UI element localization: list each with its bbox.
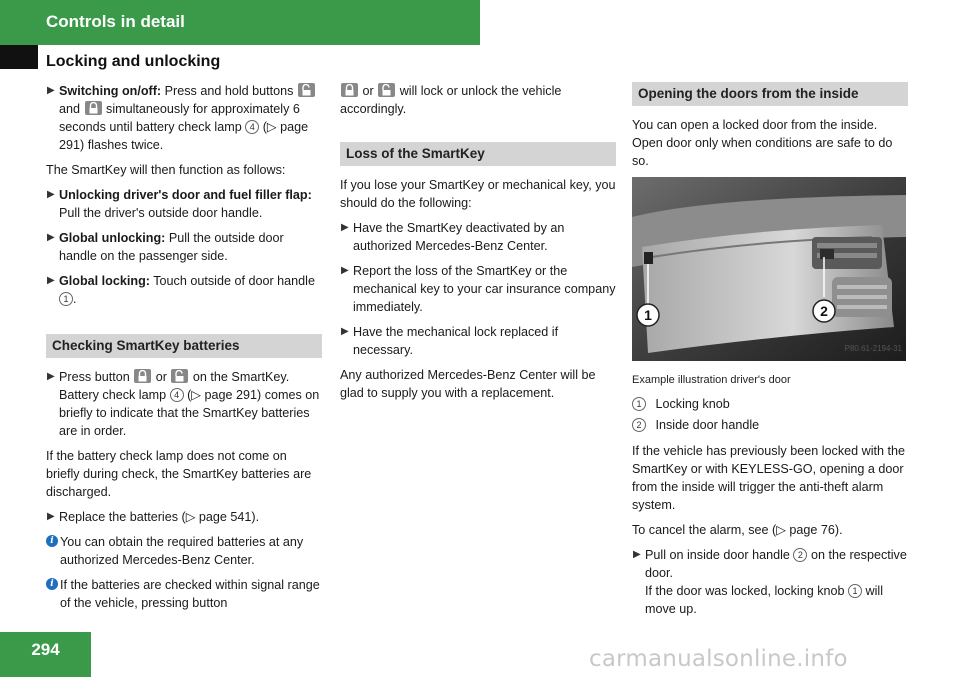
column-2 xyxy=(340,82,616,409)
triangle-bullet-icon: ▶ xyxy=(341,326,349,337)
callout-number: 1 xyxy=(59,292,73,306)
lock-icon xyxy=(85,101,102,115)
triangle-bullet-icon: ▶ xyxy=(47,85,55,96)
section-title: Locking and unlocking xyxy=(46,53,221,70)
column-1 xyxy=(46,82,322,619)
photo-code: P80.61-2194-31 xyxy=(844,344,902,353)
header-title: Controls in detail xyxy=(46,12,185,31)
triangle-bullet-icon: ▶ xyxy=(47,189,55,200)
triangle-bullet-icon: ▶ xyxy=(47,511,55,522)
section-marker xyxy=(0,45,38,69)
photo-callout-1: 1 xyxy=(644,307,652,323)
legend-item-1: 1 Locking knob xyxy=(632,395,908,413)
bullet-press-button: ▶ Press button or on the SmartKey. Battery check lamp 4 (▷ page 291) comes on briefly to indicate that the SmartKey batteries are in order. xyxy=(47,370,320,438)
unlock-icon xyxy=(378,83,395,97)
watermark: carmanualsonline.info xyxy=(589,646,848,672)
heading-loss-smartkey: Loss of the SmartKey xyxy=(340,142,616,166)
callout-number: 2 xyxy=(793,548,807,562)
opening-intro: You can open a locked door from the inside. Open door only when conditions are safe to do so. xyxy=(632,118,893,168)
loss-intro: If you lose your SmartKey or mechanical key, you should do the following: xyxy=(340,178,616,210)
bullet-replace-lock: ▶ Have the mechanical lock replaced if necessary. xyxy=(341,325,559,357)
page-number: 294 xyxy=(31,640,60,659)
triangle-bullet-icon: ▶ xyxy=(47,275,55,286)
function-intro: The SmartKey will then function as follows: xyxy=(46,163,286,177)
door-illustration xyxy=(632,177,906,361)
info-icon: i xyxy=(46,535,58,547)
callout-number: 4 xyxy=(245,120,259,134)
bullet-unlock-driver: ▶ Unlocking driver's door and fuel filler flap: Pull the driver's outside door handle. xyxy=(47,188,312,220)
bullet-report: ▶ Report the loss of the SmartKey or the mechanical key to your car insurance company immediately. xyxy=(341,264,616,314)
callout-number: 4 xyxy=(170,388,184,402)
triangle-bullet-icon: ▶ xyxy=(47,371,55,382)
door-photo xyxy=(632,177,906,361)
triangle-bullet-icon: ▶ xyxy=(341,265,349,276)
callout-number: 2 xyxy=(632,418,646,432)
alarm-text: If the vehicle has previously been locked with the SmartKey or with KEYLESS-GO, opening a door from the inside will trigger the anti-theft alarm system. xyxy=(632,444,906,512)
info-note-1: i You can obtain the required batteries at any authorized Mercedes-Benz Center. xyxy=(46,533,322,569)
lock-icon xyxy=(134,369,151,383)
cancel-text: To cancel the alarm, see (▷ page 76). xyxy=(632,523,843,537)
triangle-bullet-icon: ▶ xyxy=(47,232,55,243)
heading-checking-batteries: Checking SmartKey batteries xyxy=(46,334,322,358)
unlock-icon xyxy=(171,369,188,383)
lock-icon xyxy=(341,83,358,97)
callout-number: 1 xyxy=(848,584,862,598)
info-note-2: i If the batteries are checked within signal range of the vehicle, pressing button xyxy=(46,576,322,612)
bullet-replace: ▶ Replace the batteries (▷ page 541). xyxy=(47,510,260,524)
not-on-text: If the battery check lamp does not come on briefly during check, the SmartKey batteries are discharged. xyxy=(46,449,312,499)
triangle-bullet-icon: ▶ xyxy=(633,549,641,560)
bullet-switching: ▶ Switching on/off: Press and hold buttons and simultaneously for approximately 6 seconds until battery check lamp 4 (▷ page 291) flashes twice. xyxy=(46,82,322,154)
bullet-pull-handle: ▶ Pull on inside door handle 2 on the respective door. If the door was locked, locking knob 1 will move up. xyxy=(633,548,907,616)
heading-opening-doors: Opening the doors from the inside xyxy=(632,82,908,106)
bullet-deactivate: ▶ Have the SmartKey deactivated by an authorized Mercedes-Benz Center. xyxy=(341,221,565,253)
triangle-bullet-icon: ▶ xyxy=(341,222,349,233)
info-icon: i xyxy=(46,578,58,590)
callout-number: 1 xyxy=(632,397,646,411)
closing-text: Any authorized Mercedes-Benz Center will be glad to supply you with a replacement. xyxy=(340,368,596,400)
legend-item-2: 2 Inside door handle xyxy=(632,416,908,434)
continuation-text: or will lock or unlock the vehicle accordingly. xyxy=(340,84,562,116)
photo-caption: Example illustration driver's door xyxy=(632,374,791,386)
unlock-icon xyxy=(298,83,315,97)
column-3 xyxy=(632,82,908,625)
bullet-global-unlock: ▶ Global unlocking: Pull the outside door handle on the passenger side. xyxy=(47,231,284,263)
photo-callout-2: 2 xyxy=(820,303,828,319)
bullet-global-lock: ▶ Global locking: Touch outside of door handle 1 . xyxy=(47,274,315,306)
